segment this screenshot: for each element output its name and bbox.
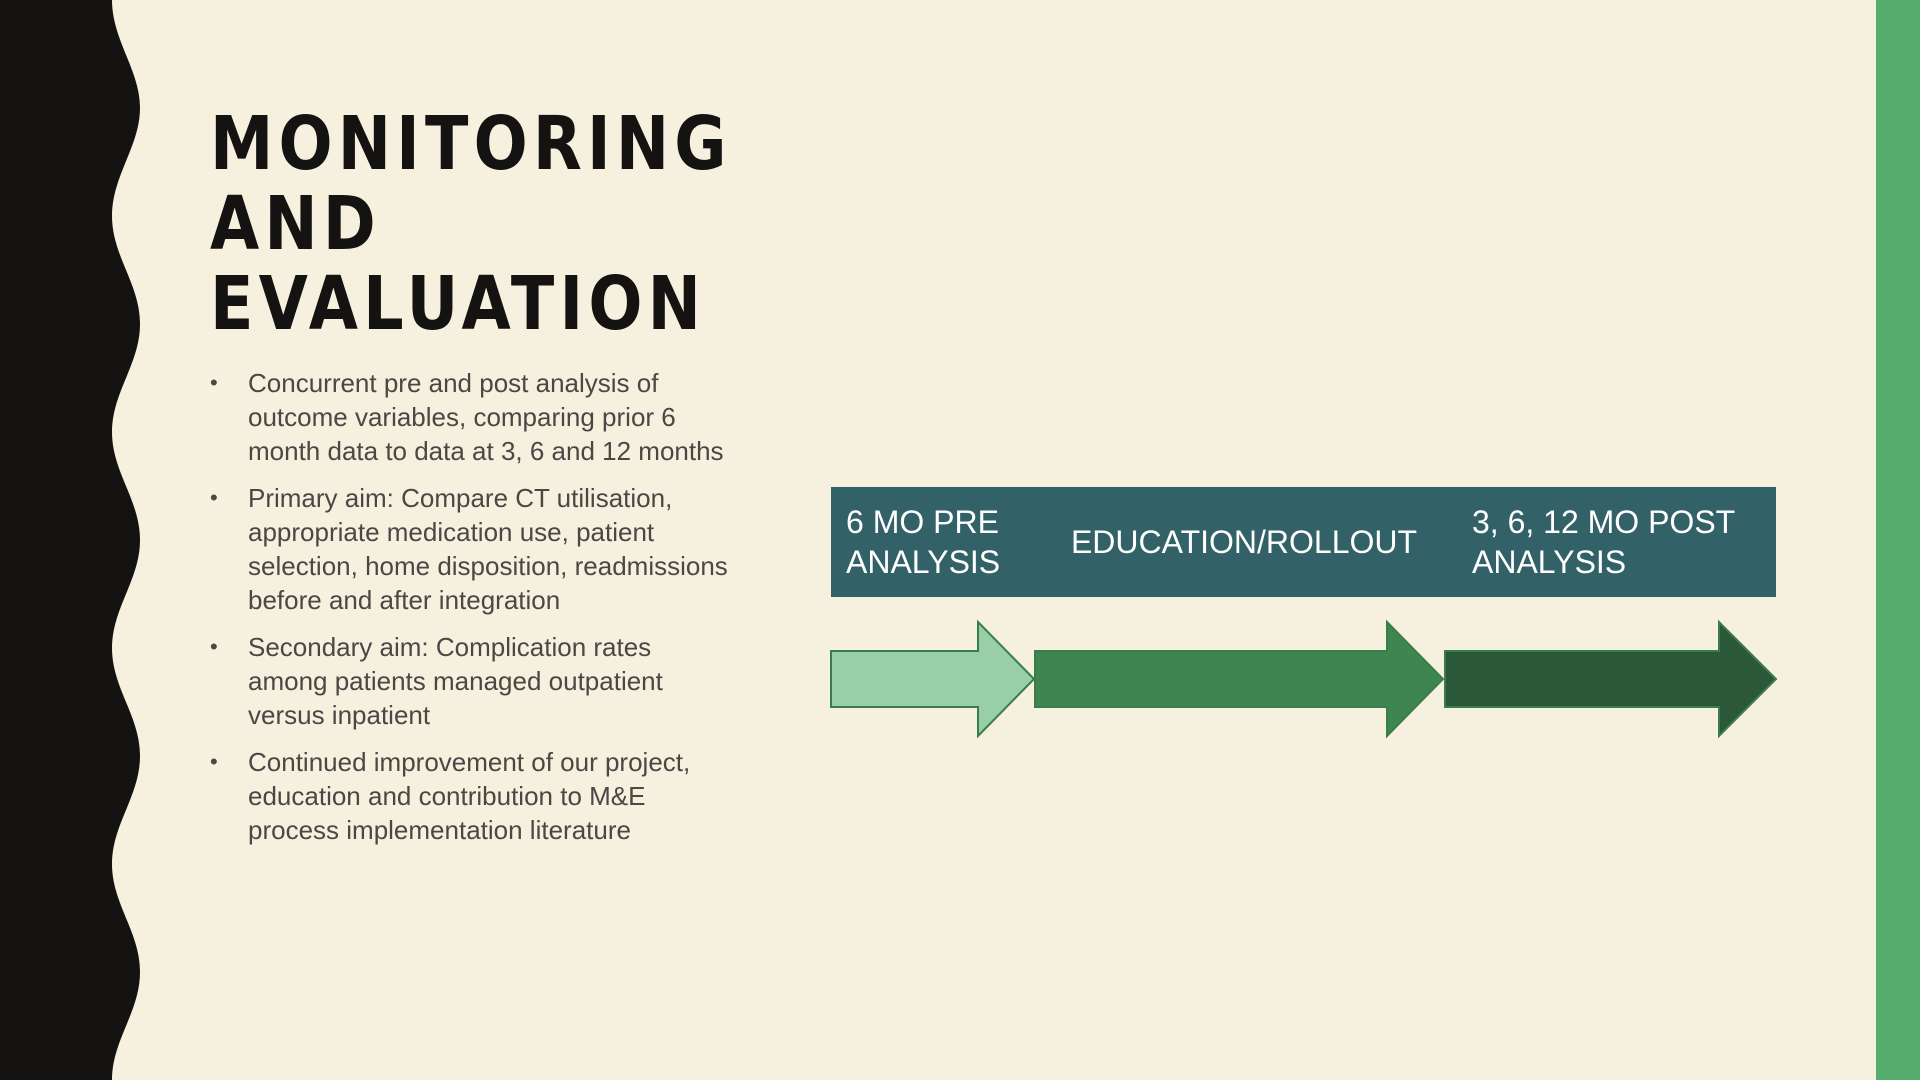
left-wave-decoration: [0, 0, 160, 1080]
arrow-pre-analysis: [831, 622, 1034, 736]
bullet-item: [210, 481, 730, 617]
bullet-text: Continued improvement of our project, education and contribution to M&E process implementation literature: [248, 747, 691, 845]
bullet-dot: •: [210, 634, 218, 659]
phase-text: EDUCATION/ROLLOUT: [1070, 524, 1418, 560]
bullet-dot: •: [210, 749, 218, 774]
phase-text: 6 MO PRE ANALYSIS: [846, 504, 1001, 580]
arrow-post-analysis: [1445, 622, 1776, 736]
title-line-3: EVALUATION: [210, 261, 707, 347]
phase-text: 3, 6, 12 MO POST ANALYSIS: [1472, 504, 1735, 580]
bullet-item: [210, 745, 730, 847]
bullet-text: Secondary aim: Complication rates among patients managed outpatient versus inpatient: [248, 632, 663, 730]
bullet-text: Primary aim: Compare CT utilisation, appropriate medication use, patient selection, home disposition, readmissions before and after integration: [248, 483, 728, 615]
bullet-dot: •: [210, 370, 218, 395]
phase-label-rollout: [1059, 487, 1429, 597]
phase-label-pre: [846, 487, 1036, 597]
slide-title: [210, 101, 732, 347]
title-line-2: AND: [210, 181, 381, 267]
arrow-education-rollout: [1035, 622, 1443, 736]
phase-label-post: [1472, 487, 1772, 597]
wave-shape: [0, 0, 140, 1080]
right-accent-bar: [1876, 0, 1920, 1080]
title-line-1: MONITORING: [210, 101, 732, 187]
bullet-list: [210, 366, 730, 860]
timeline-arrows: [828, 618, 1783, 740]
bullet-dot: •: [210, 485, 218, 510]
bullet-item: [210, 630, 730, 732]
bullet-text: Concurrent pre and post analysis of outcome variables, comparing prior 6 month data to data at 3, 6 and 12 months: [248, 368, 724, 466]
bullet-item: [210, 366, 730, 468]
timeline-header-bar: [831, 487, 1776, 597]
